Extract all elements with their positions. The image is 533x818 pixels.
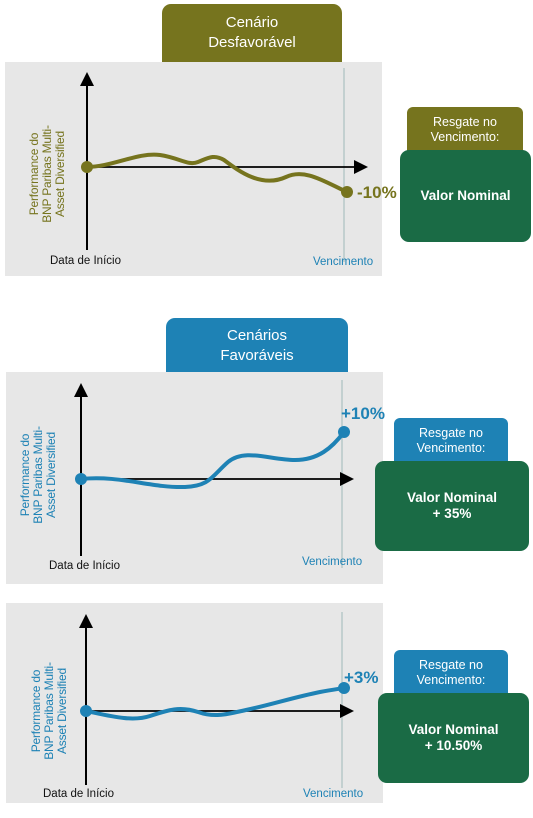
favorable2-y-axis-arrow: [79, 614, 93, 628]
unfavorable-x-end-label: Vencimento: [313, 256, 374, 268]
favorable2-ylabel-line3: Asset Diversified: [54, 668, 69, 754]
unfavorable-ylabel-line2: BNP Paribas Multi-: [39, 125, 54, 223]
favorable1-result-value: +10%: [341, 404, 385, 423]
favorable-tab-line1: Cenários: [226, 326, 288, 344]
favorable2-payout-line1: Valor Nominal: [408, 722, 499, 737]
favorable1-redeem-line1: Resgate no: [419, 426, 483, 440]
favorable-tab-line2: Favoráveis: [220, 346, 294, 364]
favorable1-x-start-label: Data de Início: [49, 560, 120, 572]
favorable2-redeem-line1: Resgate no: [419, 658, 483, 672]
favorable2-redeem-header: [394, 650, 508, 696]
unfavorable-redeem-line2: Vencimento:: [430, 130, 500, 144]
favorable1-payout-line2: + 35%: [432, 506, 472, 521]
unfavorable-result-value: -10%: [357, 183, 397, 202]
favorable1-x-end-label: Vencimento: [302, 556, 363, 568]
unfavorable-tab-line1: Cenário: [225, 14, 279, 31]
favorable1-ylabel-line2: BNP Paribas Multi-: [30, 426, 45, 524]
favorable2-x-start-label: Data de Início: [43, 788, 114, 800]
unfavorable-redeem-line1: Resgate no: [433, 115, 497, 129]
favorable1-ylabel-line1: Performance do: [17, 433, 32, 517]
favorable2-payout-line2: + 10.50%: [424, 738, 483, 753]
unfavorable-ylabel-line1: Performance do: [26, 132, 41, 216]
unfavorable-payout-line1: Valor Nominal: [420, 188, 511, 203]
favorable2-start-point: [80, 705, 92, 717]
unfavorable-x-start-label: Data de Início: [50, 255, 121, 267]
favorable1-ylabel-line3: Asset Diversified: [43, 432, 58, 518]
favorable2-payout-box: [378, 693, 529, 783]
favorable2-redeem-line2: Vencimento:: [416, 673, 486, 687]
favorable2-performance-curve: [86, 688, 344, 719]
favorable2-result-value: +3%: [344, 668, 379, 687]
favorable2-ylabel-line1: Performance do: [28, 669, 43, 753]
unfavorable-tab-line2: Desfavorável: [208, 34, 296, 51]
favorable2-x-end-label: Vencimento: [303, 788, 364, 800]
favorable1-redeem-line2: Vencimento:: [416, 441, 486, 455]
unfavorable-ylabel-line3: Asset Diversified: [52, 131, 67, 217]
favorable1-payout-line1: Valor Nominal: [406, 490, 498, 505]
favorable2-ylabel-line2: BNP Paribas Multi-: [41, 662, 56, 760]
favorable2-x-axis-arrow: [340, 704, 354, 718]
